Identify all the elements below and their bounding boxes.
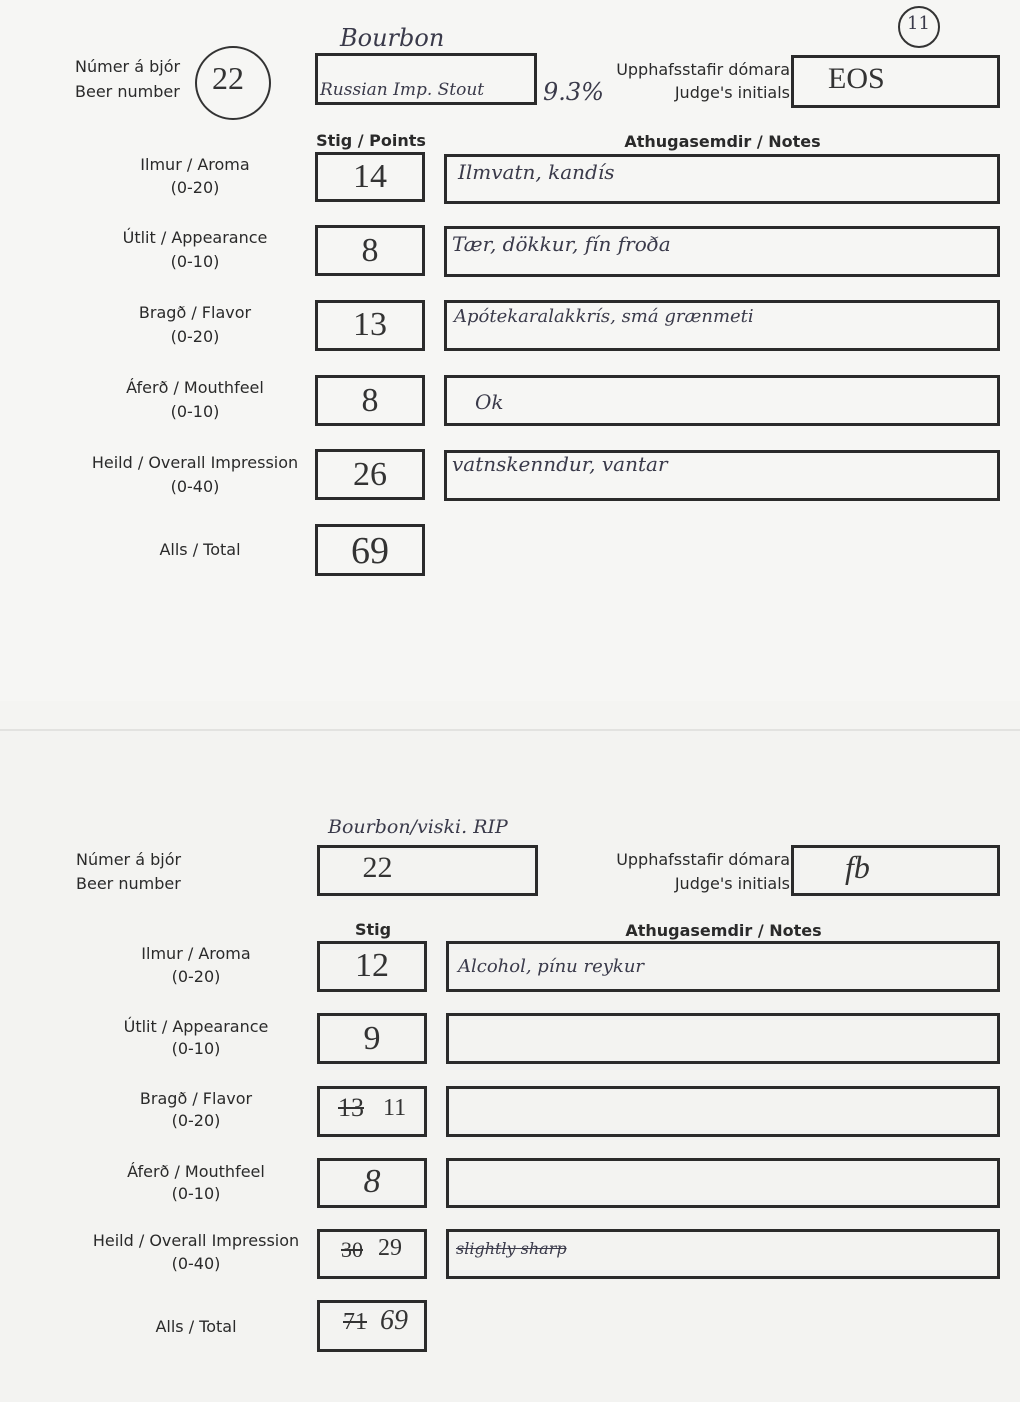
total-label: Alls / Total [159,540,241,559]
score-overall: 26 [353,456,387,493]
notes-header: Athugasemdir / Notes [624,132,821,151]
points-header: Stig / Points [316,131,426,150]
judge-initials-box[interactable] [791,55,1000,108]
score-mouthfeel: 8 [361,382,379,419]
category-range: (0-10) [171,1039,221,1058]
category-range: (0-40) [170,477,220,496]
judge-initials-label-en: Judge's initials [674,83,790,102]
score-box-flavor[interactable] [317,1086,427,1137]
total-box[interactable] [317,1300,427,1352]
notes-appearance: Tær, dökkur, fín froða [452,232,671,256]
score-sheet-2 [0,731,1020,1402]
judge-initials-box[interactable] [791,845,1000,896]
beer-number-circled: 22 [212,60,244,96]
notes-box-mouthfeel[interactable] [444,375,1000,426]
corner-number: 11 [907,13,930,34]
notes-box-mouthfeel[interactable] [446,1158,1000,1208]
notes-box-flavor[interactable] [446,1086,1000,1137]
category-name: Útlit / Appearance [123,1017,269,1036]
judge-initials-label-is: Upphafsstafir dómara [616,60,790,79]
notes-box-appearance[interactable] [446,1013,1000,1064]
beer-number-label-is: Númer á bjór [76,850,182,869]
category-name: Útlit / Appearance [122,228,268,247]
judge-initials: EOS [828,62,885,95]
category-range: (0-10) [171,1184,221,1203]
score-flavor: 11 [383,1095,407,1121]
notes-header: Athugasemdir / Notes [625,921,822,940]
score-flavor-crossed: 13 [338,1093,364,1122]
points-header: Stig [354,920,392,939]
total-score: 69 [380,1305,408,1336]
score-overall: 29 [378,1235,402,1261]
score-aroma: 12 [355,947,389,984]
abv-text: 9.3% [543,78,604,106]
total-label: Alls / Total [155,1317,237,1336]
score-overall-crossed: 30 [341,1237,363,1262]
total-crossed: 71 [343,1309,367,1335]
category-range: (0-20) [170,327,220,346]
notes-aroma: Ilmvatn, kandís [458,160,615,184]
score-flavor: 13 [353,306,387,343]
total-score: 69 [351,530,389,572]
category-range: (0-10) [170,402,220,421]
category-name: Áferð / Mouthfeel [126,378,264,397]
beer-number-label-en: Beer number [75,82,180,101]
score-appearance: 9 [363,1020,381,1057]
beer-number-label-is: Númer á bjór [75,57,181,76]
notes-mouthfeel: Ok [475,390,504,414]
category-name: Ilmur / Aroma [140,155,250,174]
notes-flavor: Apótekaralakkrís, smá grænmeti [454,306,754,327]
category-name: Heild / Overall Impression [91,453,299,472]
score-appearance: 8 [361,232,379,269]
category-range: (0-10) [170,252,220,271]
above-box-text: Bourbon [340,24,445,52]
above-box-text: Bourbon/viski. RIP [328,816,508,838]
notes-aroma: Alcohol, pínu reykur [458,956,645,977]
category-name: Bragð / Flavor [138,303,252,322]
category-range: (0-40) [171,1254,221,1273]
judge-initials-label-en: Judge's initials [674,874,790,893]
judge-initials: fb [845,849,870,885]
category-name: Áferð / Mouthfeel [127,1162,265,1181]
beer-number: 22 [362,851,393,884]
category-range: (0-20) [171,967,221,986]
score-aroma: 14 [353,158,387,195]
notes-overall: vatnskenndur, vantar [452,452,668,476]
category-range: (0-20) [171,1111,221,1130]
notes-overall-crossed: slightly sharp [456,1239,567,1258]
category-name: Bragð / Flavor [139,1089,253,1108]
judge-initials-label-is: Upphafsstafir dómara [616,850,790,869]
beer-number-label-en: Beer number [76,874,181,893]
category-range: (0-20) [170,178,220,197]
style-text: Russian Imp. Stout [320,80,485,100]
score-box-overall[interactable] [317,1229,427,1279]
score-mouthfeel: 8 [363,1163,381,1200]
category-name: Ilmur / Aroma [141,944,251,963]
category-name: Heild / Overall Impression [92,1231,300,1250]
